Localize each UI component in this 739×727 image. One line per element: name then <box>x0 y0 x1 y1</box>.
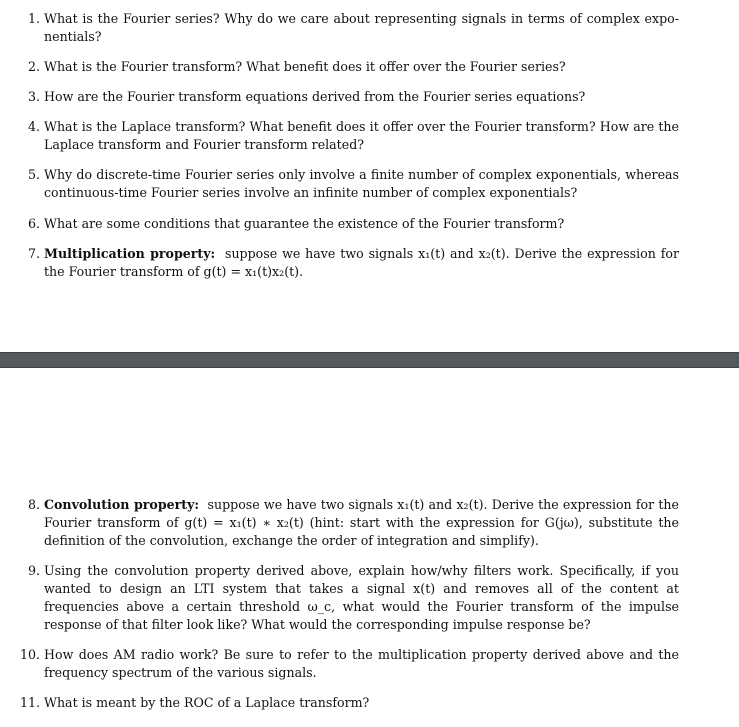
question-text-line1: What is the Fourier series? Why do we care about representing signals in terms of complex expo- <box>44 11 679 26</box>
question-text <box>44 10 679 46</box>
question-body: suppose we have two signals x₁(t) and x₂(t). Derive the expression for the Fourier transform of g(t) = x₁(t) ∗ x₂(t) (hint: start with the expression for G(jω), substitute the definition of the convolution, exchange the order of integration and simplify). <box>44 497 679 548</box>
question-title: Convolution property: <box>44 497 200 512</box>
question-text <box>44 496 679 550</box>
question-number: 2. <box>27 59 40 74</box>
question-text <box>44 245 679 281</box>
document-page-top <box>0 0 739 352</box>
question-number: 9. <box>27 563 40 578</box>
page-divider <box>0 352 739 368</box>
question-number: 7. <box>27 246 40 261</box>
question-body: suppose we have two signals x₁(t) and x₂(t). Derive the expression for the Fourier transform of g(t) = x₁(t)x₂(t). <box>44 246 679 279</box>
question-number: 1. <box>27 11 40 26</box>
question-text: How does AM radio work? Be sure to refer to the multiplication property derived above and the frequency spectrum of the various signals. <box>44 647 679 680</box>
question-title: Multiplication property: <box>44 246 216 261</box>
question-number: 5. <box>27 167 40 182</box>
question-number: 6. <box>27 216 40 231</box>
question-text-line2: nentials? <box>44 29 102 44</box>
question-text: What is meant by the ROC of a Laplace transform? <box>44 695 370 710</box>
question-text: What is the Laplace transform? What benefit does it offer over the Fourier transform? How are the Laplace transform and Fourier transform related? <box>44 119 679 152</box>
question-text: How are the Fourier transform equations derived from the Fourier series equations? <box>44 89 586 104</box>
question-number: 8. <box>27 497 40 512</box>
question-number: 11. <box>20 695 41 710</box>
question-number: 10. <box>20 647 41 662</box>
document-page-bottom <box>0 368 739 727</box>
question-text: What is the Fourier transform? What benefit does it offer over the Fourier series? <box>44 59 566 74</box>
question-text: Using the convolution property derived above, explain how/why filters work. Specifically, if you wanted to design an LTI system that takes a signal x(t) and removes all of the content at frequencies above a certain threshold ω_c, what would the Fourier transform of the impulse response of that filter look like? What would the corresponding impulse response be? <box>44 563 679 632</box>
question-text: Why do discrete-time Fourier series only involve a finite number of complex exponentials, whereas continuous-time Fourier series involve an infinite number of complex exponentials? <box>44 167 679 200</box>
question-number: 4. <box>27 119 40 134</box>
question-number: 3. <box>27 89 40 104</box>
question-text: What are some conditions that guarantee the existence of the Fourier transform? <box>44 216 565 231</box>
